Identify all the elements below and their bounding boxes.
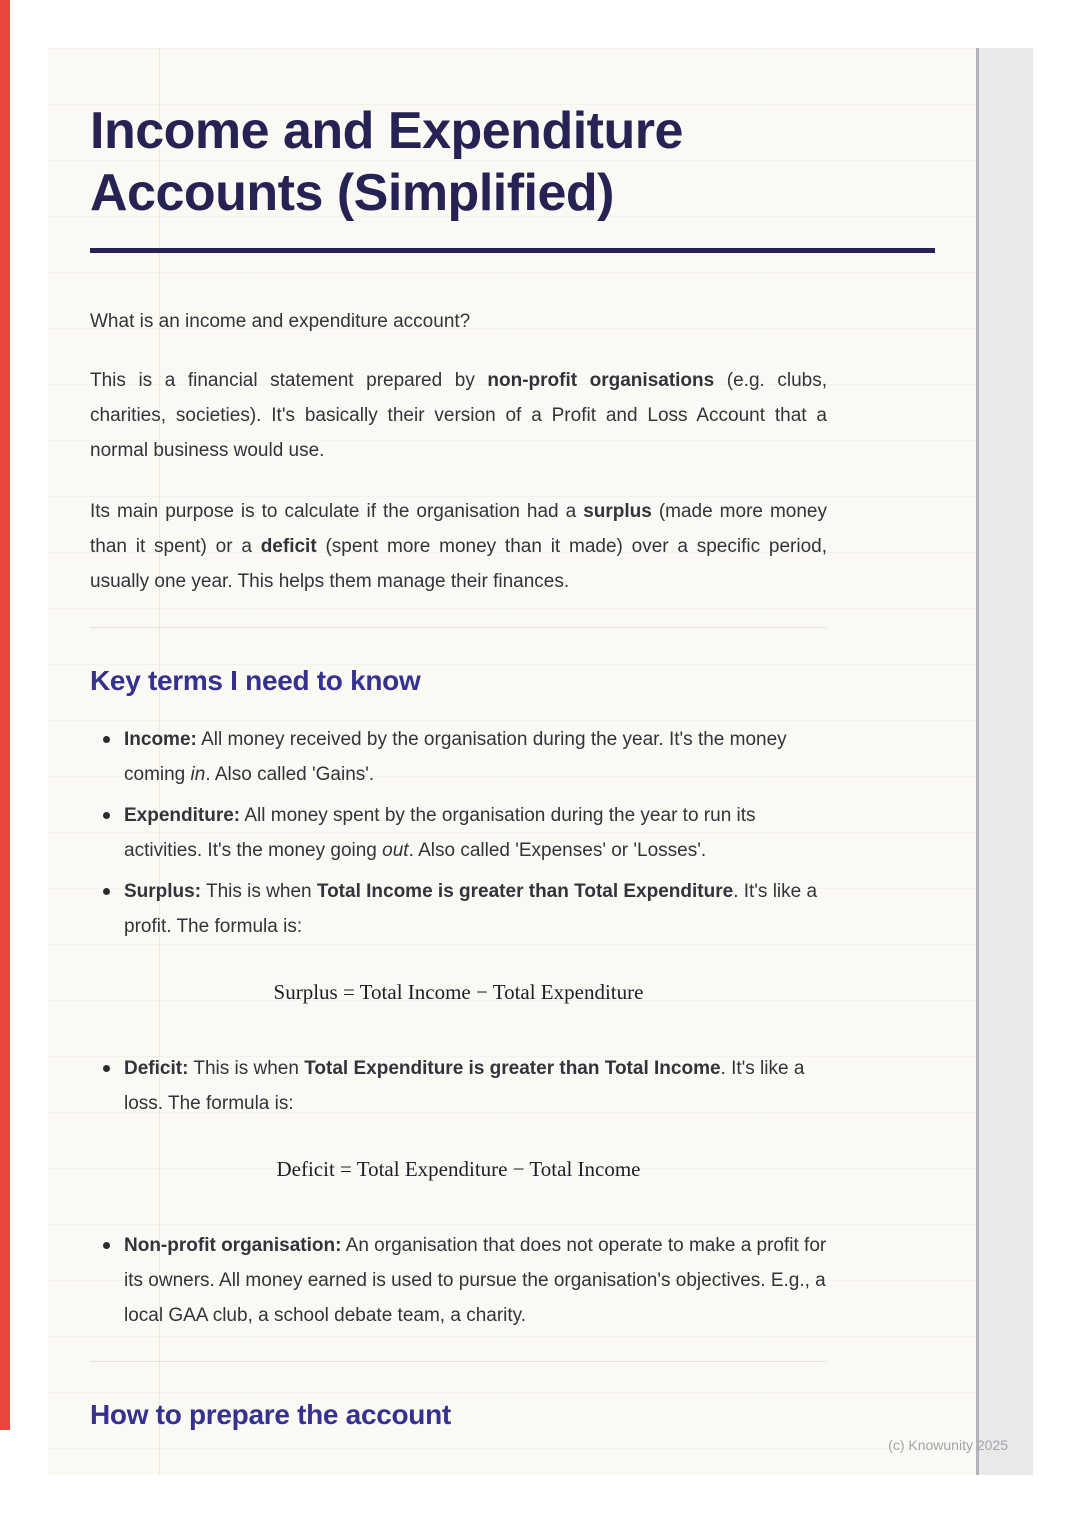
list-item-text: Non-profit organisation: An organisation that does not operate to make a profit for its owners. All money earned is used to pursue the organisation's objectives. E.g., a local GAA club, a school debate team, a charity. bbox=[124, 1235, 827, 1326]
bullet-icon bbox=[103, 812, 110, 819]
list-item-surplus bbox=[90, 874, 827, 944]
bullet-icon bbox=[103, 1065, 110, 1072]
bullet-icon bbox=[103, 888, 110, 895]
intro-paragraph-2: Its main purpose is to calculate if the organisation had a surplus (made more money than it spent) or a deficit (spent more money than it made) over a specific period, usually one year. This helps them manage their finances. bbox=[90, 501, 827, 592]
deficit-formula: Deficit = Total Expenditure − Total Income bbox=[276, 1157, 641, 1181]
surplus-formula-block bbox=[90, 976, 827, 1011]
document-page bbox=[48, 48, 976, 1475]
section-heading-how-to: How to prepare the account bbox=[90, 1399, 451, 1430]
list-item-income bbox=[90, 722, 827, 792]
list-item-text: Surplus: This is when Total Income is greater than Total Expenditure. It's like a profit. The formula is: bbox=[124, 881, 818, 937]
intro-paragraph-1: This is a financial statement prepared by non-profit organisations (e.g. clubs, charities, societies). It's basically their version of a Profit and Loss Account that a normal business would use. bbox=[90, 370, 827, 461]
bullet-icon bbox=[103, 736, 110, 743]
section-heading-key-terms: Key terms I need to know bbox=[90, 665, 421, 696]
red-accent-stripe bbox=[0, 0, 10, 1430]
deficit-formula-block bbox=[90, 1153, 827, 1188]
copyright-footer: (c) Knowunity 2025 bbox=[888, 1437, 1008, 1453]
surplus-formula: Surplus = Total Income − Total Expenditure bbox=[273, 980, 644, 1004]
page-edge-panel bbox=[976, 48, 1033, 1475]
section-divider-2 bbox=[90, 1361, 827, 1362]
page-title bbox=[90, 100, 976, 224]
list-item-text: Deficit: This is when Total Expenditure is greater than Total Income. It's like a loss. The formula is: bbox=[124, 1058, 805, 1114]
page-title-line-1: Income and Expenditure bbox=[90, 102, 683, 160]
section-divider-1 bbox=[90, 627, 827, 628]
list-item-text: Income: All money received by the organisation during the year. It's the money coming in. Also called 'Gains'. bbox=[124, 729, 787, 785]
bullet-icon bbox=[103, 1242, 110, 1249]
list-item-text: Expenditure: All money spent by the organisation during the year to run its activities. It's the money going out. Also called 'Expenses' or 'Losses'. bbox=[124, 805, 756, 861]
list-item-expenditure bbox=[90, 798, 827, 868]
key-terms-list bbox=[90, 722, 827, 1333]
page-title-line-2: Accounts (Simplified) bbox=[90, 164, 614, 222]
list-item-nonprofit bbox=[90, 1228, 827, 1333]
intro-question: What is an income and expenditure account? bbox=[90, 311, 471, 332]
list-item-deficit bbox=[90, 1051, 827, 1121]
title-divider bbox=[90, 248, 935, 253]
